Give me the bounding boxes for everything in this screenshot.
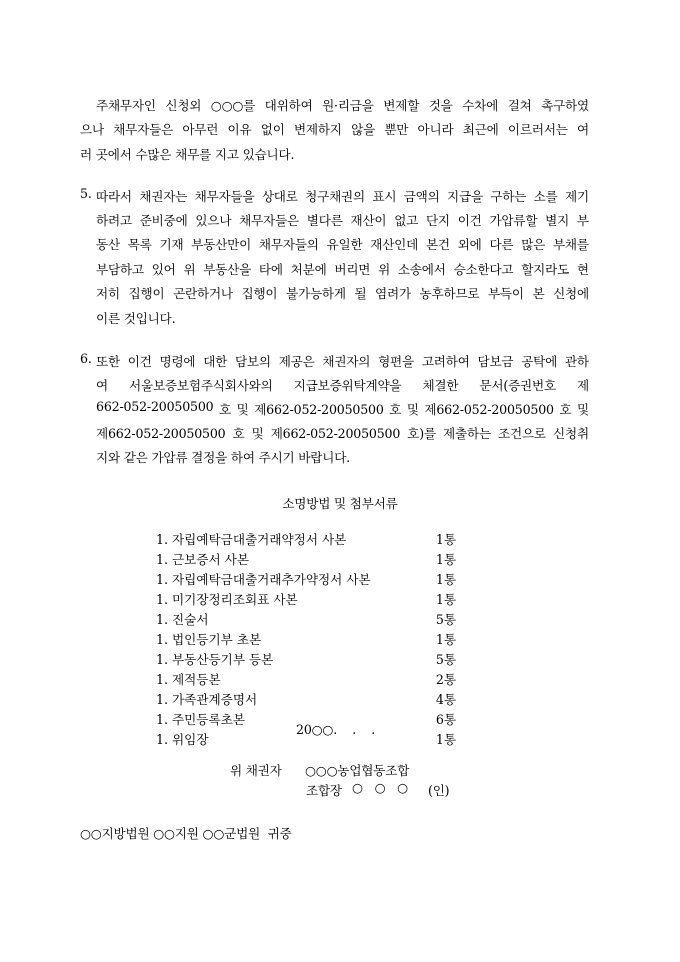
word: 제 [577,378,589,393]
word: 아니라 [417,122,454,137]
seal-mark: (인) [428,783,450,798]
word: 변제할 [383,98,420,113]
word: 않을 [351,122,376,137]
word: 처분에 [290,262,327,277]
para6-line-2 [96,375,589,394]
word: 농후하므로 [419,286,480,301]
word: 것을 [428,98,453,113]
word: 담보금 [477,354,514,369]
word: 재산이 [350,213,387,228]
word: 본 [532,286,545,301]
word: 호 [232,426,245,441]
para5-line-3 [96,234,589,253]
word: 제662-052-20050500 [270,426,401,441]
attachments-list [156,530,456,750]
attachment-count: 1통 [435,552,456,567]
word: 본건 [425,237,450,252]
word: 으나 [80,122,104,137]
para6-line-4 [96,423,589,442]
word: 부채를 [552,237,589,252]
para-cont-line-1 [96,95,589,114]
para6-line-5: 지와 같은 가압류 결정을 하여 주시기 바랍니다. [96,450,350,465]
word: 많은 [521,237,546,252]
attachment-count: 6통 [435,712,456,727]
word: 호 [219,402,232,417]
word: 신청외 [165,98,202,113]
word: 다른 [489,237,514,252]
attachment-label: 1. 자립예탁금대출거래약정서 사본 [156,532,347,547]
word: 준비중에 [139,213,188,228]
word: 기재 [159,237,184,252]
word: 승소한다고 [453,262,514,277]
word: 동산 [96,237,120,252]
creditor-name: ○○○농업협동조합 [305,763,410,778]
attachment-label: 1. 주민등록초본 [156,712,246,727]
attachment-label: 1. 제적등본 [156,672,221,687]
word: 청구채권의 [305,189,365,204]
word: 문서(증권번호 [479,378,556,393]
attachment-label: 1. 가족관계증명서 [156,692,258,707]
word: 위 [183,262,196,277]
word: 버리면 [334,262,371,277]
word: 소를 [533,189,558,204]
word: 아무런 [182,122,219,137]
representative-title: 조합장 [306,783,342,798]
word: 대한 [203,354,228,369]
attachments-heading: 소명방법 및 첨부서류 [282,496,398,511]
para5-line-4 [96,259,589,278]
word: 고려하여 [421,354,470,369]
attachment-label: 1. 위임장 [156,732,209,747]
word: 유일한 [326,237,363,252]
word: 할지라도 [521,262,570,277]
word: 없고 [394,213,419,228]
attachment-label: 1. 진술서 [156,612,209,627]
word: 662-052-20050500 [96,399,214,414]
word: 금액의 [403,189,440,204]
word: 담보의 [234,354,271,369]
word: 있으나 [195,213,232,228]
attachment-label: 1. 법인등기부 초본 [156,632,262,647]
word: 소송에서 [397,262,446,277]
word: 여 [96,378,108,393]
attachment-count: 1통 [435,572,456,587]
word: 지급보증위탁계약을 [293,378,402,393]
word: 및 [406,402,419,417]
word: 형편을 [378,354,414,369]
word: 부득이 [487,286,524,301]
word: 구하는 [490,189,527,204]
word: 이건 [457,213,482,228]
court-addressee: ○○지방법원 ○○지원 ○○군법원 귀중 [80,826,292,841]
word: 가압류할 [489,213,538,228]
word: 변제하지 [293,122,342,137]
word: 또한 [96,354,120,369]
attachment-item [156,670,456,690]
word: 제662-052-20050500 [96,426,226,441]
word: 위 [378,262,391,277]
word: 이건 [127,354,152,369]
para5-line-2 [96,210,589,229]
attachment-item [156,590,456,610]
word: 타에 [258,262,283,277]
para-cont-line-3: 러 곳에서 수많은 채무를 지고 있습니다. [80,147,295,162]
word: 호)를 [407,426,436,441]
attachment-item [156,550,456,570]
word: 하려고 [96,213,132,228]
word: 부동산만이 [191,237,252,252]
word: 제출하는 [443,426,491,441]
word: 촉구하였 [541,98,589,113]
word: 채권자는 [139,189,188,204]
attachment-item [156,630,456,650]
attachment-label: 1. 자립예탁금대출거래추가약정서 사본 [156,572,371,587]
para-cont-line-2 [80,119,589,138]
word: 명령에 [159,354,196,369]
word: 공탁에 [521,354,558,369]
word: 현 [576,262,589,277]
para6-line-1 [96,351,589,370]
attachment-count: 1통 [435,592,456,607]
word: 표시 [372,189,397,204]
attachment-item [156,690,456,710]
attachment-item [156,570,456,590]
word: 별지 [545,213,570,228]
word: 저히 [96,286,120,301]
document-date: 20○○. . . [296,722,376,737]
word: 부 [576,213,589,228]
para5-line-5 [96,283,589,302]
word: 상대로 [261,189,298,204]
word: 제기 [565,189,589,204]
attachment-count: 2통 [435,672,456,687]
word: 채무자들은 [113,122,174,137]
representative-name: ○ ○ ○ [352,780,408,795]
attachment-item [156,650,456,670]
word: 원·리금을 [322,98,374,113]
word: 신청에 [553,286,589,301]
word: 따라서 [96,189,132,204]
word: 체결한 [422,378,459,393]
word: 뿐만 [384,122,409,137]
word: 수차에 [462,98,499,113]
attachment-count: 1통 [435,632,456,647]
word: 이르러서는 [507,122,568,137]
attachment-item [156,610,456,630]
word: 여 [577,122,589,137]
para5-line-6: 이른 것입니다. [96,311,176,326]
word: 집행이 [241,286,278,301]
attachment-count: 1통 [435,732,456,747]
word: ○○○를 [210,98,256,113]
word: 있어 [151,262,176,277]
word: 집행이 [128,286,165,301]
word: 신청취 [553,426,589,441]
word: 별다른 [306,213,343,228]
word: 단지 [425,213,450,228]
word: 관하 [564,354,589,369]
word: 채무자들을 [194,189,255,204]
word: 불가능하게 [286,286,346,301]
word: 제공은 [278,354,315,369]
para5-number: 5. [80,186,92,201]
word: 채권자의 [322,354,371,369]
word: 부동산을 [203,262,252,277]
word: 목록 [127,237,152,252]
word: 지급을 [447,189,483,204]
word: 호 [389,402,402,417]
para5-line-1 [96,186,589,205]
attachment-item [156,530,456,550]
word: 채무자들은 [239,213,299,228]
word: 및 [577,402,589,417]
word: 재산인데 [370,237,419,252]
attachment-count: 4통 [435,692,456,707]
para6-number: 6. [80,351,92,366]
word: 염려가 [375,286,411,301]
word: 제662-052-20050500 [254,402,384,417]
para6-line-3 [96,399,589,418]
word: 및 [236,402,249,417]
word: 제662-052-20050500 [424,402,554,417]
word: 서울보증보험주식회사와의 [129,378,273,393]
word: 호 [559,402,572,417]
word: 없이 [260,122,285,137]
attachment-label: 1. 근보증서 사본 [156,552,250,567]
attachment-count: 5통 [435,652,456,667]
word: 조건으로 [498,426,546,441]
attachment-count: 5통 [435,612,456,627]
word: 될 [354,286,367,301]
word: 채무자들의 [258,237,319,252]
word: 이유 [227,122,252,137]
creditor-label: 위 채권자 [230,763,282,778]
word: 걸쳐 [507,98,532,113]
word: 곤란하거나 [173,286,233,301]
attachment-label: 1. 부동산등기부 등본 [156,652,274,667]
word: 최근에 [462,122,499,137]
word: 외에 [457,237,482,252]
word: 부담하고 [96,262,144,277]
attachment-label: 1. 미기장정리조회표 사본 [156,592,298,607]
word: 대위하여 [264,98,313,113]
word: 및 [251,426,264,441]
word: 주채무자인 [96,98,156,113]
attachment-count: 1통 [435,532,456,547]
